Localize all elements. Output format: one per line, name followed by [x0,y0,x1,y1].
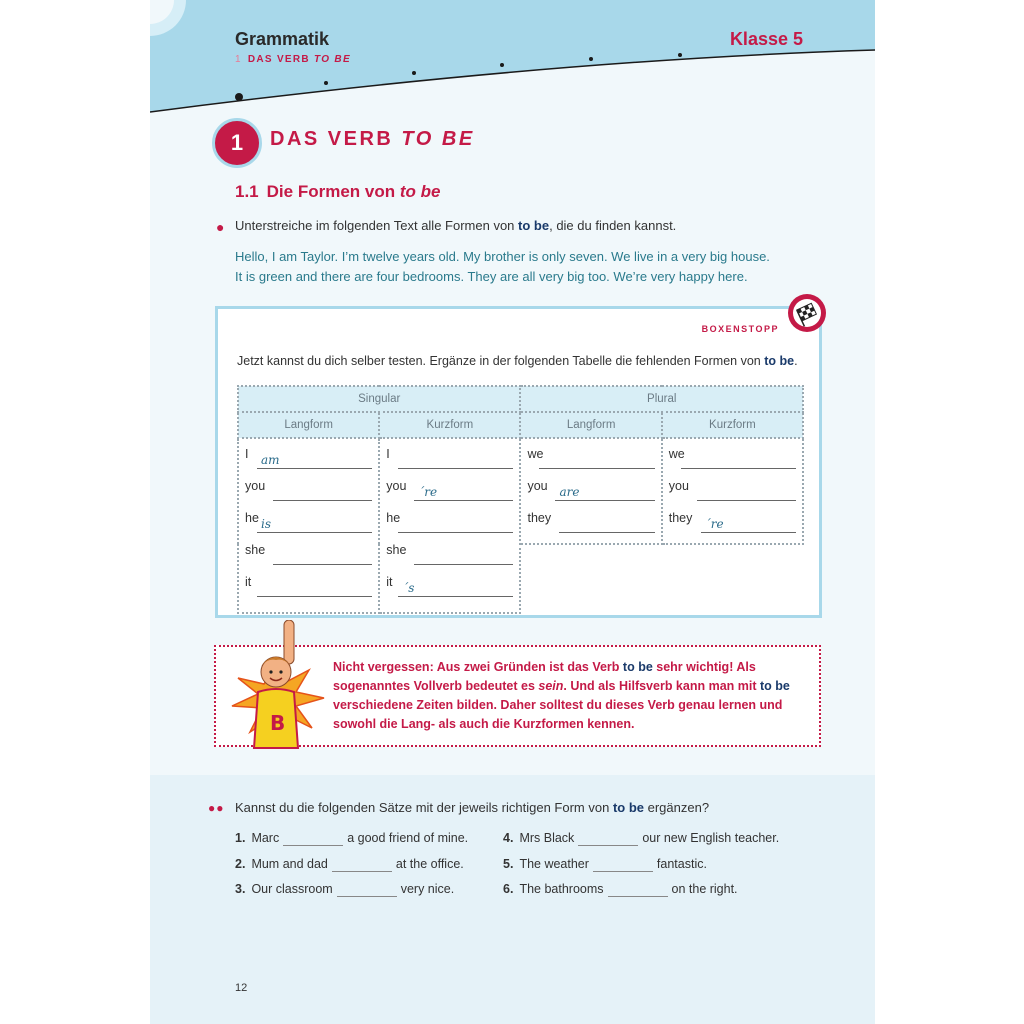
header-langform: Langform [238,412,379,438]
header-kurzform: Kurzform [379,412,520,438]
mascot-letter-b: B [270,711,286,735]
exercise-area [150,775,875,1024]
pronoun: we [527,447,544,461]
workbook-page [150,0,875,1024]
handwritten-answer: ´s [402,581,415,595]
answer-blank[interactable] [257,532,372,533]
section-number: 1.1 [235,182,259,201]
sentence-start: Marc [251,831,280,845]
task2-instruction-post: ergänzen? [647,800,710,815]
answer-blank[interactable] [608,882,668,897]
subtitle-text: DAS VERB [247,54,310,65]
chapter-title-text: DAS VERB [270,128,394,150]
sentence-number: 4. [503,831,514,845]
table-cell-row [669,479,796,511]
chapter-number-badge: 1 [212,118,262,168]
section-title-italic: to be [399,182,441,201]
table-cell-row [386,511,513,543]
pronoun: he [386,511,401,525]
subtitle-italic: TO BE [314,54,351,65]
pronoun: he [245,511,259,525]
checkered-flag-icon [788,294,826,332]
pronoun: it [386,575,393,589]
table-cell-row [527,511,654,543]
column-singular-kurzform [379,438,520,613]
difficulty-bullets: ●● [208,801,225,815]
grade-label: Klasse 5 [729,29,803,49]
reminder-part: Nicht vergessen: Aus zwei Gründen ist das Verb [333,660,620,674]
header-singular: Singular [238,386,520,412]
answer-blank[interactable] [681,468,796,469]
answer-blank[interactable] [337,882,397,897]
mascot-illustration [224,620,334,760]
section-title-text: Die Formen von [266,182,396,201]
task1-instruction-pre: Unterstreiche im folgenden Text alle Formen von [235,218,515,233]
reminder-italic: sein [538,679,564,693]
table-cell-row [245,575,372,607]
task1-instruction [235,218,676,233]
answer-blank[interactable] [283,831,343,846]
exercise-sentence [235,857,464,872]
page-number: 12 [235,982,248,994]
answer-blank[interactable] [697,500,796,501]
task2-instruction [235,800,709,815]
handwritten-answer: ´re [704,517,724,531]
answer-blank[interactable] [414,564,513,565]
answer-blank[interactable] [398,532,513,533]
table-cell-row [527,479,654,511]
reminder-keyword: to be [760,679,790,693]
header-kurzform: Kurzform [662,412,803,438]
answer-blank[interactable] [273,500,372,501]
flag-graphic [793,299,821,327]
difficulty-bullet: ● [216,219,225,235]
sentence-number: 3. [235,882,246,896]
pronoun: you [245,479,266,493]
sentence-number: 6. [503,882,514,896]
column-singular-langform [238,438,379,613]
answer-blank[interactable] [257,468,372,469]
pronoun: they [527,511,552,525]
answer-blank[interactable] [593,857,653,872]
table-cell-row [245,447,372,479]
reminder-keyword: to be [622,660,653,674]
answer-blank[interactable] [398,468,513,469]
empty-cell [520,544,803,613]
answer-blank[interactable] [555,500,654,501]
boxenstopp-box [215,306,822,618]
header-plural: Plural [520,386,803,412]
task1-text-line: Hello, I am Taylor. I’m twelve years old. My brother is only seven. We live in a very big house. [235,249,770,264]
boxenstopp-instruction-bold: to be [764,354,795,368]
answer-blank[interactable] [701,532,796,533]
sentence-number: 1. [235,831,246,845]
exercise-sentence [503,882,738,897]
sentence-end: on the right. [671,882,738,896]
sentence-end: at the office. [395,857,464,871]
answer-blank[interactable] [539,468,654,469]
exercise-sentence [235,882,454,897]
sentence-end: fantastic. [656,857,707,871]
boxenstopp-label: BOXENSTOPP [701,324,779,334]
answer-blank[interactable] [578,831,638,846]
boxenstopp-instruction [237,354,798,368]
sentence-start: The weather [519,857,589,871]
sentence-start: Mum and dad [251,857,328,871]
task1-instruction-bold: to be [518,218,550,233]
header-langform: Langform [520,412,661,438]
section-title [235,182,440,202]
sentence-start: Mrs Black [519,831,575,845]
boxenstopp-instruction-pre: Jetzt kannst du dich selber testen. Ergänze in der folgenden Tabelle die fehlenden Formen von [237,354,761,368]
table-cell-row [386,479,513,511]
column-plural-langform [520,438,661,544]
answer-blank[interactable] [332,857,392,872]
answer-blank[interactable] [257,596,372,597]
handwritten-answer: ´re [418,485,438,499]
sentence-end: our new English teacher. [642,831,780,845]
table-cell-row [245,479,372,511]
reminder-part: sehr wichtig! Als sogenanntes Vollverb bedeutet es [333,660,756,693]
chapter-subtitle [235,54,351,65]
pronoun: you [527,479,548,493]
sentence-end: very nice. [400,882,455,896]
table-cell-row [386,575,513,607]
pronoun: you [386,479,407,493]
task2-instruction-bold: to be [612,800,644,815]
reminder-part: verschiedene Zeiten bilden. Daher solltest du dieses Verb genau lernen und sowohl die Lang- als auch die Kurzformen kennen. [333,698,783,731]
exercise-sentence [503,857,707,872]
table-cell-row [386,543,513,575]
task2-instruction-pre: Kannst du die folgenden Sätze mit der jeweils richtigen Form von [235,800,610,815]
pronoun: they [668,511,693,525]
table-cell-row [245,543,372,575]
column-plural-kurzform [662,438,803,544]
task1-text-line: It is green and there are four bedrooms. They are all very big too. We’re very happy here. [235,269,748,284]
answer-blank[interactable] [398,596,513,597]
reminder-text [333,658,803,734]
handwritten-answer: am [261,453,280,467]
table-cell-row [669,511,796,543]
table-cell-row [245,511,372,543]
flag-inner [793,299,821,327]
table-cell-row [669,447,796,479]
pronoun: we [668,447,685,461]
chapter-title [270,128,475,151]
answer-blank[interactable] [273,564,372,565]
pronoun: she [245,543,266,557]
pronoun: you [668,479,689,493]
table-cell-row [527,447,654,479]
to-be-table [237,385,804,614]
pronoun: I [245,447,249,461]
subtitle-number: 1 [235,54,242,65]
answer-blank[interactable] [559,532,654,533]
boxenstopp-instruction-post: . [794,354,798,368]
exercise-sentence [235,831,468,846]
table-cell-row [386,447,513,479]
sentence-end: a good friend of mine. [347,831,469,845]
answer-blank[interactable] [414,500,513,501]
chapter-title-italic: TO BE [401,128,475,150]
sentence-start: Our classroom [251,882,333,896]
handwritten-answer: are [559,485,580,499]
task1-instruction-post: , die du finden kannst. [549,218,677,233]
sentence-number: 2. [235,857,246,871]
sentence-number: 5. [503,857,514,871]
exercise-sentence [503,831,779,846]
reminder-part: . Und als Hilfsverb kann man mit [563,679,757,693]
pronoun: she [386,543,407,557]
pronoun: it [245,575,252,589]
pronoun: I [386,447,390,461]
section-heading: Grammatik [235,29,330,49]
sentence-start: The bathrooms [519,882,604,896]
handwritten-answer: is [261,517,271,531]
